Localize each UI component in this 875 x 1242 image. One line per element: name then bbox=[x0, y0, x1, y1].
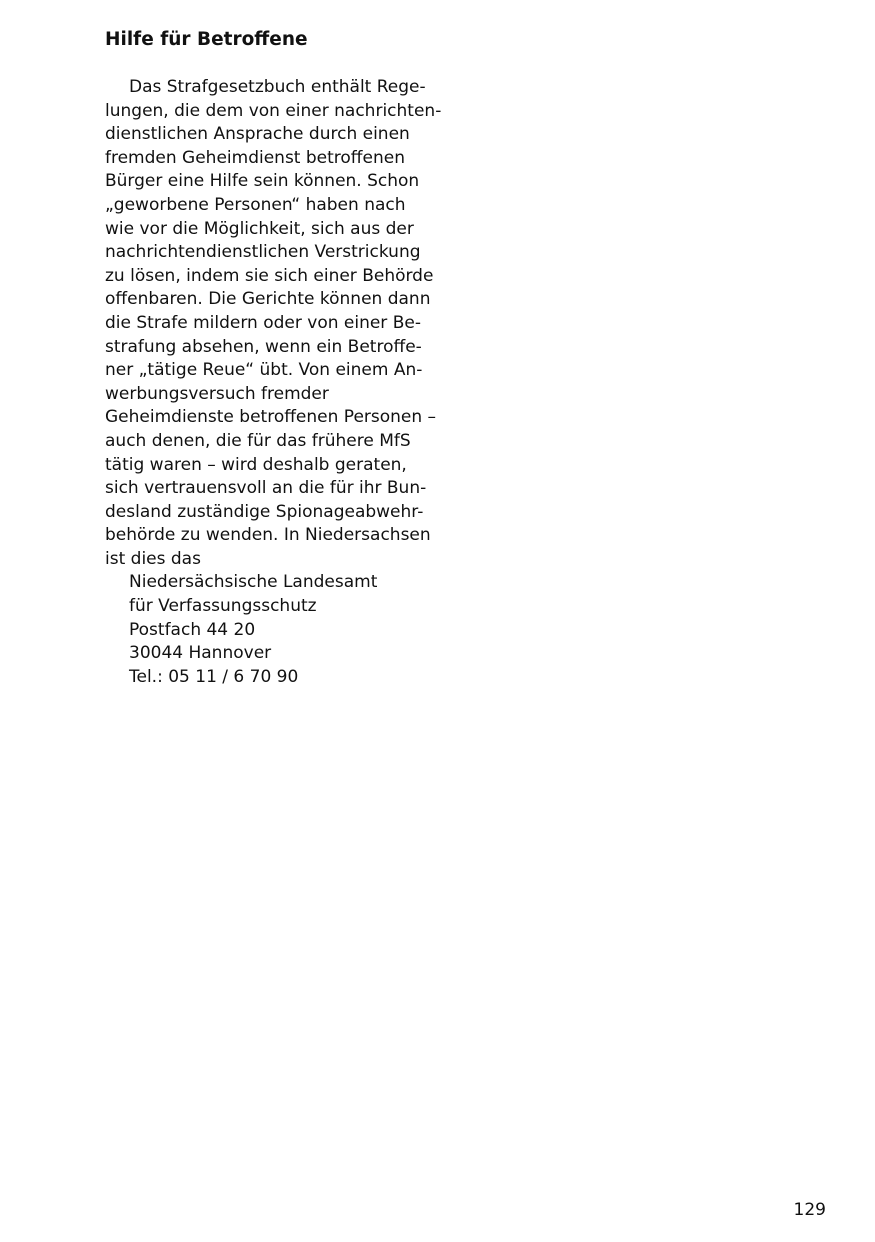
paragraph-line: wie vor die Möglichkeit, sich aus der bbox=[105, 218, 414, 239]
paragraph-line: die Strafe mildern oder von einer Be- bbox=[105, 312, 421, 333]
address-line: Niedersächsische Landesamt bbox=[129, 572, 378, 593]
paragraph-line: sich vertrauensvoll an die für ihr Bun- bbox=[105, 478, 427, 499]
address-line: für Verfassungsschutz bbox=[129, 596, 317, 617]
paragraph-line: nachrichtendienstlichen Verstrickung bbox=[105, 242, 421, 263]
paragraph-line: zu lösen, indem sie sich einer Behörde bbox=[105, 265, 434, 286]
address-line: Tel.: 05 11 / 6 70 90 bbox=[129, 666, 299, 687]
paragraph-line: „geworbene Personen“ haben nach bbox=[105, 194, 406, 215]
paragraph-line: ist dies das bbox=[105, 548, 201, 569]
paragraph-line: behörde zu wenden. In Niedersachsen bbox=[105, 525, 431, 546]
body-column bbox=[105, 76, 465, 689]
paragraph-line: dienstlichen Ansprache durch einen bbox=[105, 124, 410, 145]
address-block bbox=[105, 571, 465, 689]
body-paragraph bbox=[105, 76, 465, 571]
paragraph-line: Das Strafgesetzbuch enthält Rege- bbox=[129, 77, 426, 97]
paragraph-line: strafung absehen, wenn ein Betroffe- bbox=[105, 336, 422, 357]
paragraph-line: offenbaren. Die Gerichte können dann bbox=[105, 289, 431, 310]
paragraph-line: Geheimdienste betroffenen Personen – bbox=[105, 407, 437, 428]
section-heading: Hilfe für Betroffene bbox=[105, 29, 308, 50]
address-line: Postfach 44 20 bbox=[129, 619, 256, 640]
paragraph-line: tätig waren – wird deshalb geraten, bbox=[105, 454, 407, 475]
paragraph-line: auch denen, die für das frühere MfS bbox=[105, 430, 411, 451]
page-number: 129 bbox=[793, 1200, 826, 1220]
paragraph-line: desland zuständige Spionageabwehr- bbox=[105, 501, 424, 522]
paragraph-line: fremden Geheimdienst betroffenen bbox=[105, 147, 405, 168]
paragraph-line: Bürger eine Hilfe sein können. Schon bbox=[105, 171, 420, 192]
paragraph-line: ner „tätige Reue“ übt. Von einem An- bbox=[105, 360, 423, 381]
address-line: 30044 Hannover bbox=[129, 643, 272, 664]
paragraph-line: werbungsversuch fremder bbox=[105, 383, 329, 404]
paragraph-line: lungen, die dem von einer nachrichten- bbox=[105, 100, 442, 121]
